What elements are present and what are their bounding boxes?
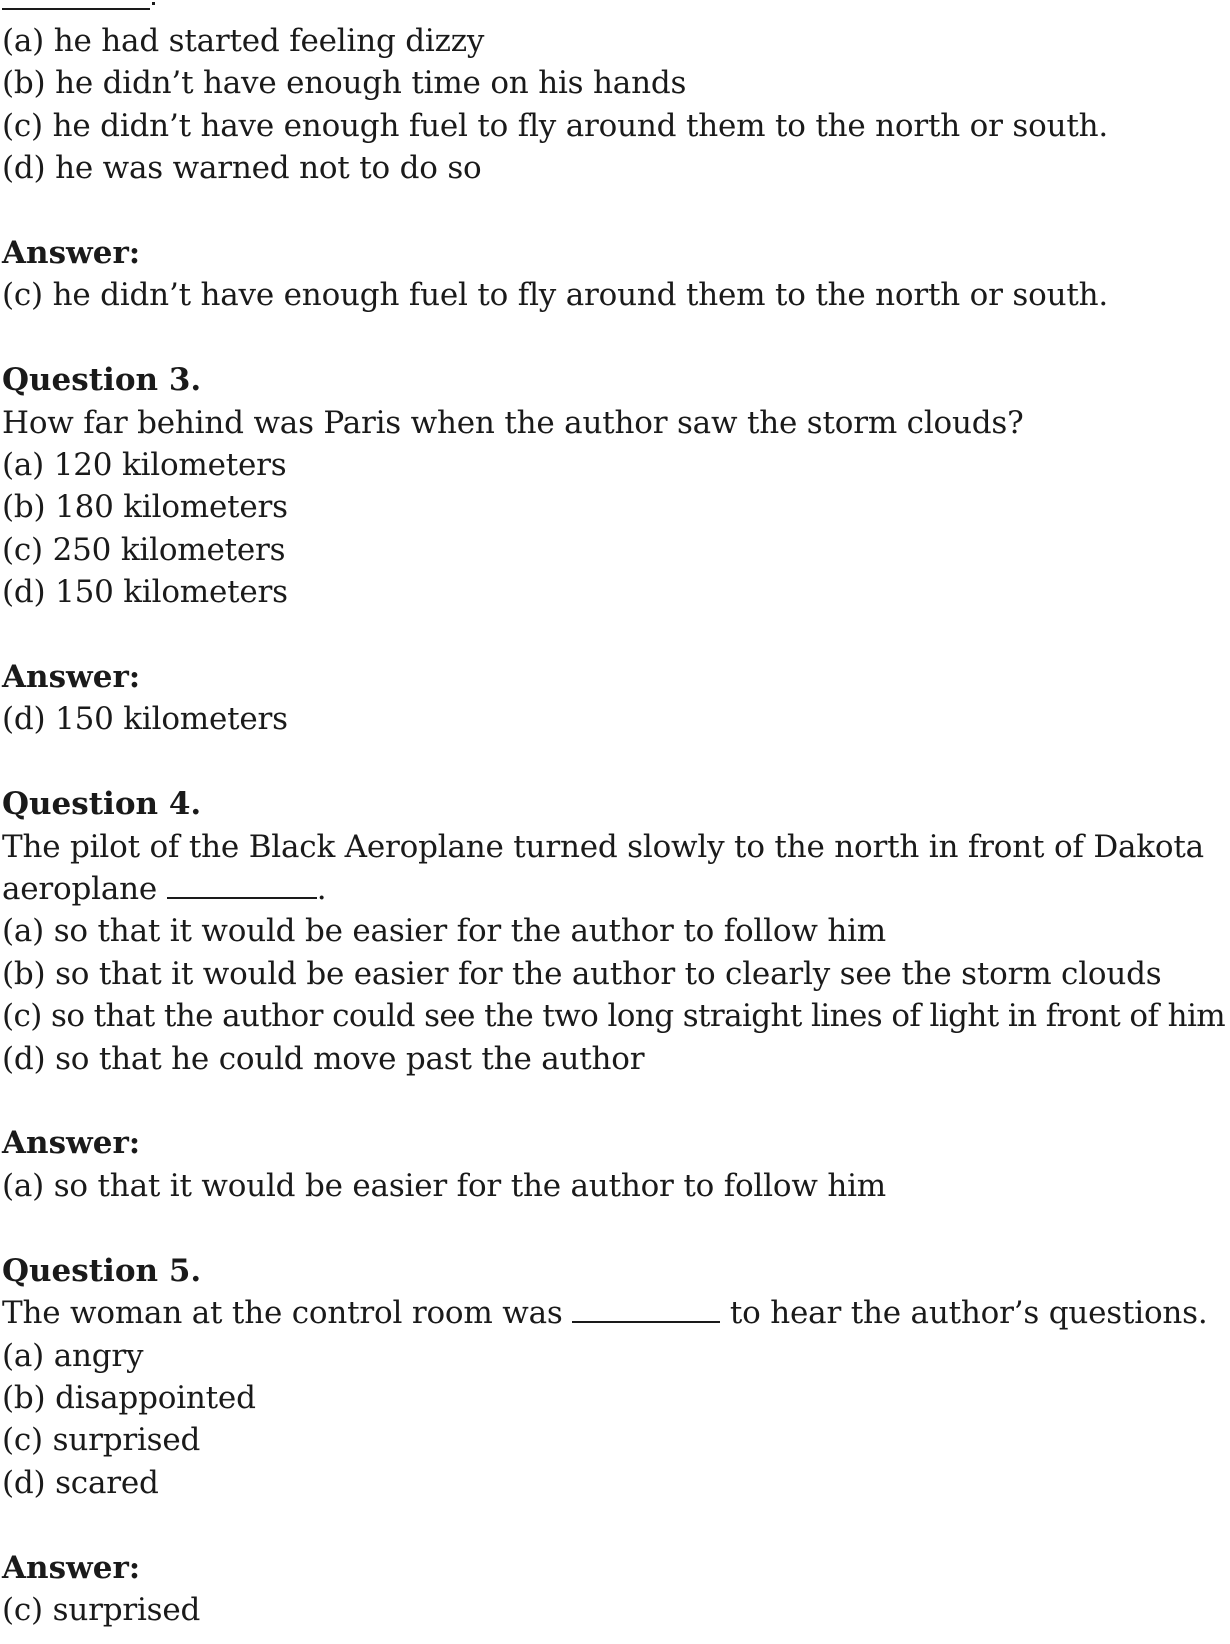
q4-question-line2-end: . [316, 871, 327, 908]
q4-answer-label: Answer: [2, 1125, 141, 1162]
q4-option-c: (c) so that the author could see the two long straight lines of light in front of him [2, 998, 1226, 1035]
q2-answer-label: Answer: [2, 235, 141, 272]
q3-option-c: (c) 250 kilometers [2, 531, 286, 568]
q4-option-b: (b) so that it would be easier for the author to clearly see the storm clouds [2, 955, 1162, 992]
document-page [2, 0, 1226, 1631]
q2-answer-text: (c) he didn’t have enough fuel to fly around them to the north or south. [2, 277, 1109, 314]
period-mark [152, 2, 155, 5]
q4-option-d: (d) so that he could move past the author [2, 1040, 645, 1077]
q5-answer-text: (c) surprised [2, 1591, 201, 1628]
q3-option-a: (a) 120 kilometers [2, 447, 287, 484]
q3-question-text: How far behind was Paris when the author saw the storm clouds? [2, 404, 1024, 441]
q5-answer-label: Answer: [2, 1549, 141, 1586]
q4-question-line1: The pilot of the Black Aeroplane turned slowly to the north in front of Dakota [2, 828, 1204, 865]
q5-question-end: to hear the author’s questions. [720, 1295, 1208, 1332]
q4-question-line2-start: aeroplane [2, 871, 167, 908]
q2-fill-blank [2, 0, 1226, 20]
q5-option-c: (c) surprised [2, 1422, 201, 1459]
q5-option-a: (a) angry [2, 1337, 144, 1374]
q2-option-b: (b) he didn’t have enough time on his hands [2, 65, 687, 102]
q4-question-line2 [2, 868, 1226, 910]
q5-option-b: (b) disappointed [2, 1379, 256, 1416]
q5-title: Question 5. [2, 1252, 202, 1289]
q2-option-d: (d) he was warned not to do so [2, 150, 482, 187]
q4-answer-text: (a) so that it would be easier for the author to follow him [2, 1167, 886, 1204]
q4-fill-blank [167, 873, 317, 899]
q5-option-d: (d) scared [2, 1464, 159, 1501]
q4-option-a: (a) so that it would be easier for the author to follow him [2, 913, 886, 950]
q5-fill-blank [572, 1297, 720, 1323]
q5-question-text [2, 1292, 1226, 1334]
q3-option-d: (d) 150 kilometers [2, 574, 288, 611]
q4-title: Question 4. [2, 786, 202, 823]
q3-option-b: (b) 180 kilometers [2, 489, 288, 526]
q3-answer-label: Answer: [2, 659, 141, 696]
q5-question-start: The woman at the control room was [2, 1295, 573, 1332]
q3-answer-text: (d) 150 kilometers [2, 701, 288, 738]
q2-option-c: (c) he didn’t have enough fuel to fly around them to the north or south. [2, 107, 1109, 144]
q3-title: Question 3. [2, 362, 202, 399]
q2-option-a: (a) he had started feeling dizzy [2, 23, 485, 59]
blank-line [2, 8, 150, 10]
